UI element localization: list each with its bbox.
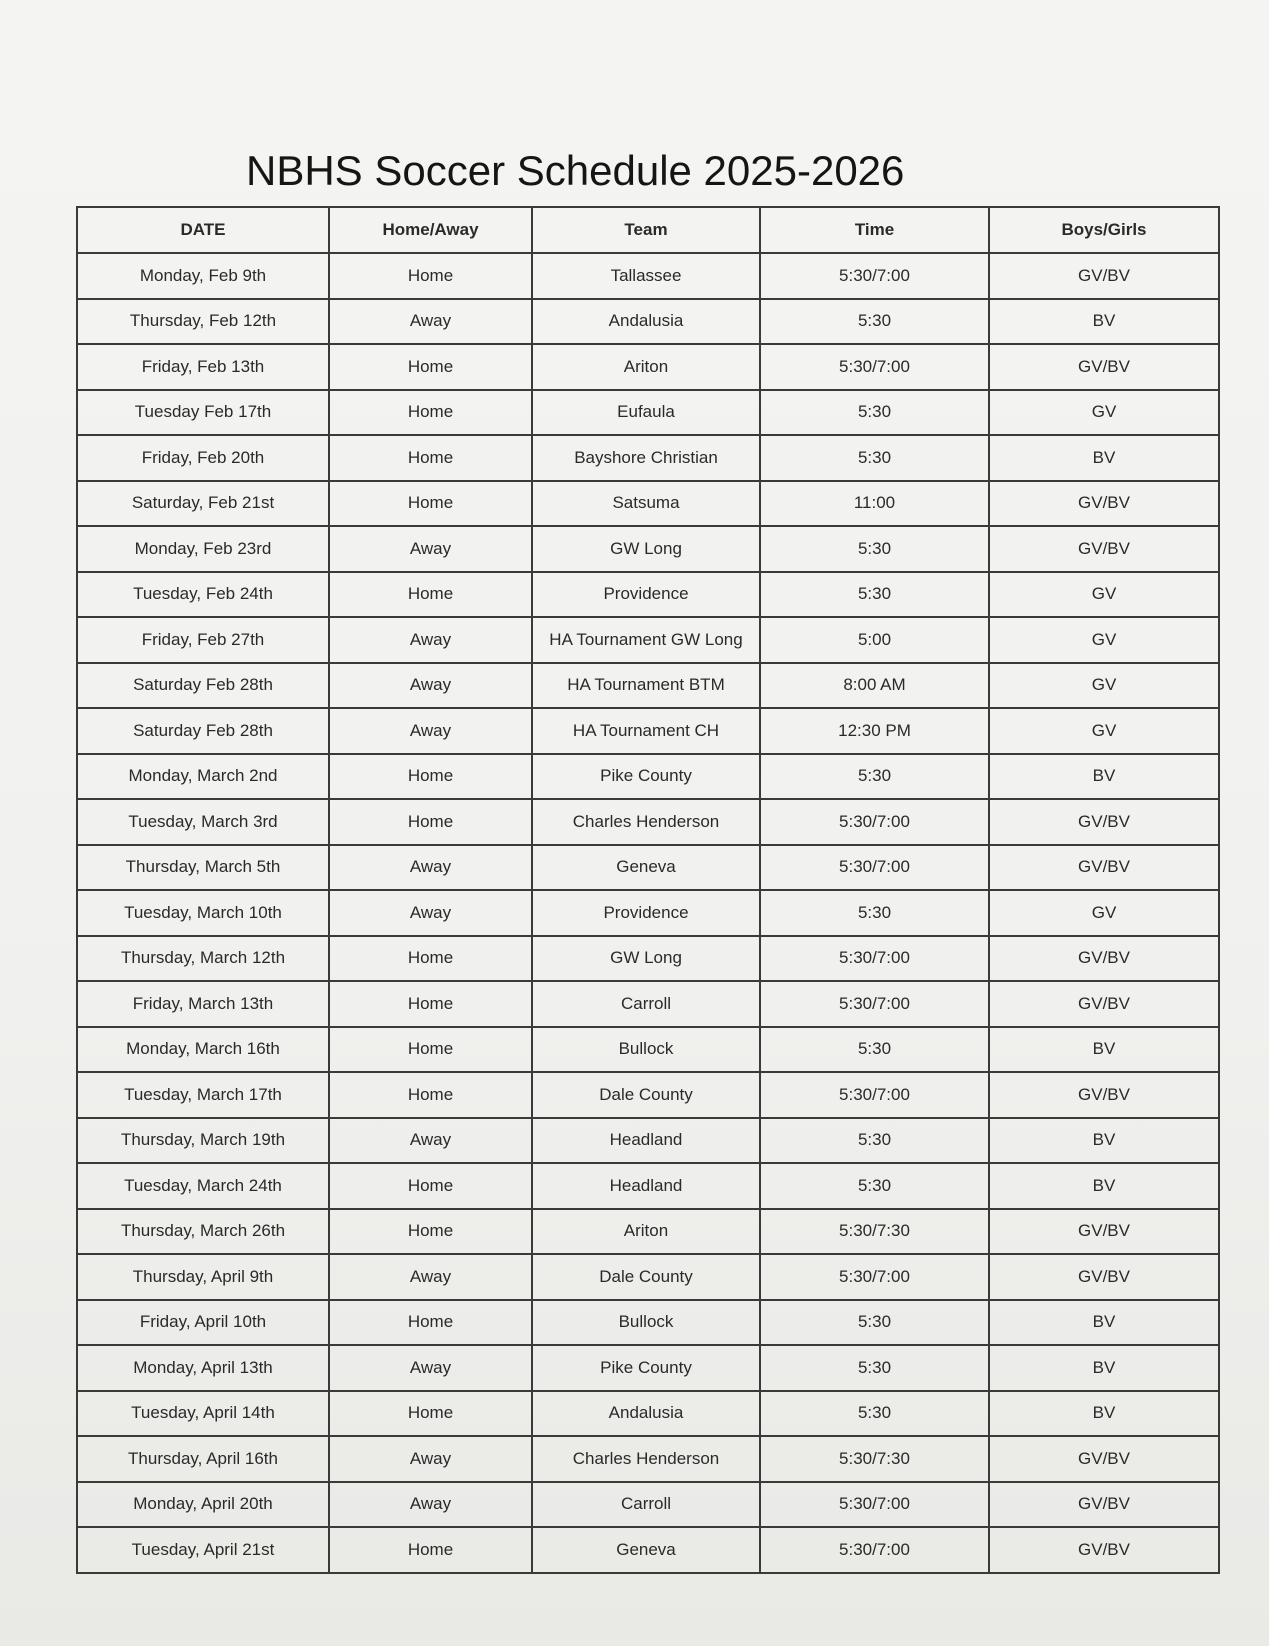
- cell-home-away: Home: [329, 481, 532, 527]
- cell-home-away: Home: [329, 572, 532, 618]
- cell-boys-girls: BV: [989, 1118, 1219, 1164]
- cell-date: Tuesday, Feb 24th: [77, 572, 329, 618]
- cell-home-away: Away: [329, 708, 532, 754]
- cell-home-away: Home: [329, 936, 532, 982]
- header-boys-girls: Boys/Girls: [989, 207, 1219, 253]
- cell-time: 12:30 PM: [760, 708, 989, 754]
- table-row: [77, 799, 1219, 845]
- cell-date: Tuesday, March 17th: [77, 1072, 329, 1118]
- cell-date: Thursday, March 19th: [77, 1118, 329, 1164]
- cell-team: Ariton: [532, 1209, 760, 1255]
- cell-team: Andalusia: [532, 299, 760, 345]
- table-row: [77, 1163, 1219, 1209]
- cell-date: Friday, April 10th: [77, 1300, 329, 1346]
- table-row: [77, 299, 1219, 345]
- cell-team: Bayshore Christian: [532, 435, 760, 481]
- cell-time: 5:30: [760, 754, 989, 800]
- cell-team: Carroll: [532, 981, 760, 1027]
- cell-home-away: Away: [329, 663, 532, 709]
- cell-boys-girls: GV/BV: [989, 1254, 1219, 1300]
- cell-home-away: Away: [329, 845, 532, 891]
- cell-boys-girls: GV/BV: [989, 1527, 1219, 1573]
- cell-date: Friday, Feb 13th: [77, 344, 329, 390]
- table-row: [77, 1118, 1219, 1164]
- cell-date: Thursday, March 26th: [77, 1209, 329, 1255]
- table-row: [77, 390, 1219, 436]
- cell-time: 5:30: [760, 299, 989, 345]
- cell-team: Geneva: [532, 1527, 760, 1573]
- table-row: [77, 1436, 1219, 1482]
- cell-home-away: Home: [329, 754, 532, 800]
- cell-date: Monday, Feb 9th: [77, 253, 329, 299]
- cell-boys-girls: BV: [989, 435, 1219, 481]
- cell-time: 5:30/7:00: [760, 344, 989, 390]
- header-home-away: Home/Away: [329, 207, 532, 253]
- cell-time: 5:30/7:00: [760, 1072, 989, 1118]
- cell-home-away: Away: [329, 299, 532, 345]
- cell-date: Tuesday, March 24th: [77, 1163, 329, 1209]
- cell-home-away: Away: [329, 1345, 532, 1391]
- cell-home-away: Home: [329, 981, 532, 1027]
- cell-home-away: Home: [329, 1209, 532, 1255]
- table-body: [77, 253, 1219, 1573]
- table-row: [77, 526, 1219, 572]
- cell-team: GW Long: [532, 936, 760, 982]
- cell-date: Thursday, April 9th: [77, 1254, 329, 1300]
- cell-date: Tuesday, March 3rd: [77, 799, 329, 845]
- cell-time: 5:30/7:00: [760, 253, 989, 299]
- cell-team: Providence: [532, 572, 760, 618]
- cell-boys-girls: GV/BV: [989, 845, 1219, 891]
- cell-boys-girls: BV: [989, 1163, 1219, 1209]
- cell-time: 5:30/7:30: [760, 1209, 989, 1255]
- cell-boys-girls: GV/BV: [989, 481, 1219, 527]
- table-row: [77, 253, 1219, 299]
- cell-home-away: Away: [329, 526, 532, 572]
- schedule-table: [76, 206, 1220, 1574]
- cell-time: 5:30: [760, 390, 989, 436]
- cell-team: Carroll: [532, 1482, 760, 1528]
- table-row: [77, 845, 1219, 891]
- cell-home-away: Home: [329, 1300, 532, 1346]
- cell-team: Pike County: [532, 754, 760, 800]
- cell-team: Dale County: [532, 1254, 760, 1300]
- cell-home-away: Home: [329, 253, 532, 299]
- cell-team: Geneva: [532, 845, 760, 891]
- cell-team: Pike County: [532, 1345, 760, 1391]
- cell-boys-girls: GV/BV: [989, 981, 1219, 1027]
- cell-team: GW Long: [532, 526, 760, 572]
- cell-date: Tuesday, March 10th: [77, 890, 329, 936]
- cell-home-away: Home: [329, 1163, 532, 1209]
- cell-boys-girls: GV: [989, 572, 1219, 618]
- cell-time: 5:30/7:00: [760, 1254, 989, 1300]
- cell-home-away: Home: [329, 344, 532, 390]
- cell-team: Headland: [532, 1118, 760, 1164]
- table-row: [77, 1027, 1219, 1073]
- cell-team: Andalusia: [532, 1391, 760, 1437]
- table-row: [77, 344, 1219, 390]
- cell-boys-girls: GV/BV: [989, 253, 1219, 299]
- cell-home-away: Home: [329, 1027, 532, 1073]
- cell-boys-girls: GV/BV: [989, 526, 1219, 572]
- cell-team: HA Tournament CH: [532, 708, 760, 754]
- cell-time: 5:30: [760, 1391, 989, 1437]
- cell-time: 5:00: [760, 617, 989, 663]
- cell-boys-girls: GV/BV: [989, 1209, 1219, 1255]
- cell-time: 5:30: [760, 890, 989, 936]
- cell-date: Saturday Feb 28th: [77, 708, 329, 754]
- cell-boys-girls: GV/BV: [989, 799, 1219, 845]
- header-team: Team: [532, 207, 760, 253]
- cell-boys-girls: GV: [989, 890, 1219, 936]
- table-row: [77, 708, 1219, 754]
- cell-time: 5:30: [760, 1345, 989, 1391]
- cell-home-away: Home: [329, 799, 532, 845]
- cell-time: 5:30/7:00: [760, 1482, 989, 1528]
- header-time: Time: [760, 207, 989, 253]
- cell-home-away: Home: [329, 1072, 532, 1118]
- cell-home-away: Home: [329, 390, 532, 436]
- cell-date: Monday, March 16th: [77, 1027, 329, 1073]
- cell-home-away: Away: [329, 617, 532, 663]
- cell-boys-girls: BV: [989, 1345, 1219, 1391]
- table-row: [77, 1072, 1219, 1118]
- table-header: [77, 207, 1219, 253]
- table-row: [77, 754, 1219, 800]
- cell-time: 5:30: [760, 1027, 989, 1073]
- cell-team: Providence: [532, 890, 760, 936]
- table-row: [77, 435, 1219, 481]
- cell-home-away: Away: [329, 1482, 532, 1528]
- cell-date: Thursday, March 5th: [77, 845, 329, 891]
- cell-time: 5:30/7:00: [760, 1527, 989, 1573]
- cell-time: 5:30/7:30: [760, 1436, 989, 1482]
- header-date: DATE: [77, 207, 329, 253]
- table-row: [77, 1345, 1219, 1391]
- cell-home-away: Home: [329, 435, 532, 481]
- cell-home-away: Home: [329, 1391, 532, 1437]
- cell-boys-girls: BV: [989, 1300, 1219, 1346]
- cell-boys-girls: GV/BV: [989, 1482, 1219, 1528]
- cell-date: Monday, April 13th: [77, 1345, 329, 1391]
- cell-boys-girls: BV: [989, 299, 1219, 345]
- cell-date: Tuesday Feb 17th: [77, 390, 329, 436]
- cell-home-away: Home: [329, 1527, 532, 1573]
- cell-team: Eufaula: [532, 390, 760, 436]
- header-row: [77, 207, 1219, 253]
- table-row: [77, 663, 1219, 709]
- cell-team: Headland: [532, 1163, 760, 1209]
- cell-boys-girls: GV: [989, 708, 1219, 754]
- cell-boys-girls: GV/BV: [989, 1072, 1219, 1118]
- table-row: [77, 1300, 1219, 1346]
- cell-boys-girls: BV: [989, 1391, 1219, 1437]
- cell-date: Saturday, Feb 21st: [77, 481, 329, 527]
- cell-boys-girls: BV: [989, 754, 1219, 800]
- cell-home-away: Away: [329, 890, 532, 936]
- table-row: [77, 572, 1219, 618]
- cell-team: Charles Henderson: [532, 799, 760, 845]
- cell-team: HA Tournament BTM: [532, 663, 760, 709]
- cell-home-away: Away: [329, 1254, 532, 1300]
- cell-team: HA Tournament GW Long: [532, 617, 760, 663]
- cell-date: Tuesday, April 21st: [77, 1527, 329, 1573]
- table-row: [77, 1209, 1219, 1255]
- cell-boys-girls: GV/BV: [989, 344, 1219, 390]
- cell-boys-girls: GV/BV: [989, 936, 1219, 982]
- cell-boys-girls: GV: [989, 617, 1219, 663]
- table-row: [77, 1254, 1219, 1300]
- cell-date: Monday, March 2nd: [77, 754, 329, 800]
- cell-boys-girls: GV: [989, 390, 1219, 436]
- cell-team: Bullock: [532, 1300, 760, 1346]
- table-row: [77, 1527, 1219, 1573]
- cell-time: 5:30: [760, 1163, 989, 1209]
- table-row: [77, 1482, 1219, 1528]
- cell-time: 5:30/7:00: [760, 936, 989, 982]
- cell-team: Charles Henderson: [532, 1436, 760, 1482]
- table-row: [77, 890, 1219, 936]
- cell-time: 5:30: [760, 435, 989, 481]
- cell-date: Friday, Feb 20th: [77, 435, 329, 481]
- cell-time: 8:00 AM: [760, 663, 989, 709]
- cell-time: 5:30: [760, 526, 989, 572]
- table-row: [77, 617, 1219, 663]
- cell-time: 5:30: [760, 1300, 989, 1346]
- cell-date: Saturday Feb 28th: [77, 663, 329, 709]
- cell-date: Thursday, Feb 12th: [77, 299, 329, 345]
- table-row: [77, 936, 1219, 982]
- cell-time: 5:30: [760, 572, 989, 618]
- page-title: NBHS Soccer Schedule 2025-2026: [246, 147, 905, 194]
- cell-date: Monday, April 20th: [77, 1482, 329, 1528]
- table-row: [77, 481, 1219, 527]
- table-row: [77, 981, 1219, 1027]
- cell-date: Friday, March 13th: [77, 981, 329, 1027]
- cell-time: 5:30/7:00: [760, 981, 989, 1027]
- cell-team: Ariton: [532, 344, 760, 390]
- cell-date: Tuesday, April 14th: [77, 1391, 329, 1437]
- table-row: [77, 1391, 1219, 1437]
- cell-date: Thursday, March 12th: [77, 936, 329, 982]
- cell-date: Thursday, April 16th: [77, 1436, 329, 1482]
- cell-time: 5:30/7:00: [760, 799, 989, 845]
- cell-date: Monday, Feb 23rd: [77, 526, 329, 572]
- cell-home-away: Away: [329, 1436, 532, 1482]
- cell-time: 11:00: [760, 481, 989, 527]
- cell-team: Satsuma: [532, 481, 760, 527]
- cell-home-away: Away: [329, 1118, 532, 1164]
- cell-team: Dale County: [532, 1072, 760, 1118]
- cell-team: Tallassee: [532, 253, 760, 299]
- cell-boys-girls: GV/BV: [989, 1436, 1219, 1482]
- cell-boys-girls: GV: [989, 663, 1219, 709]
- cell-date: Friday, Feb 27th: [77, 617, 329, 663]
- cell-time: 5:30/7:00: [760, 845, 989, 891]
- cell-boys-girls: BV: [989, 1027, 1219, 1073]
- cell-time: 5:30: [760, 1118, 989, 1164]
- cell-team: Bullock: [532, 1027, 760, 1073]
